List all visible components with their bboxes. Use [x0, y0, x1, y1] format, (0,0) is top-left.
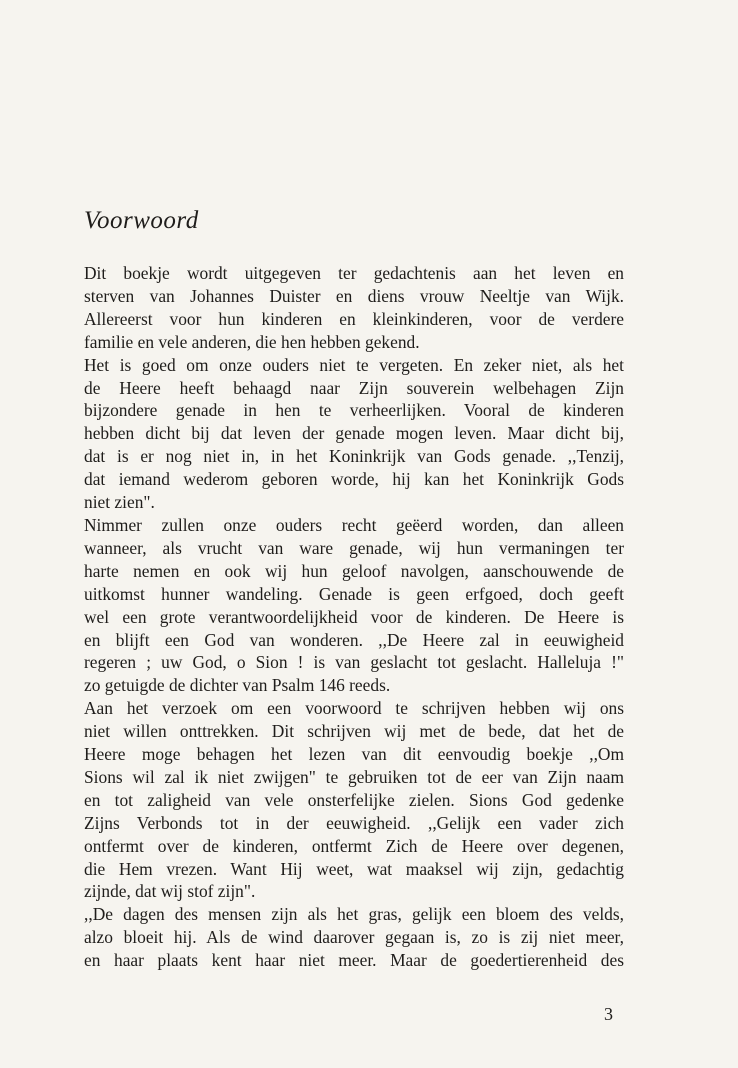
text-line: familie en vele anderen, die hen hebben gekend. — [84, 331, 420, 352]
text-line: en haar plaats kent haar niet meer. Maar de goedertierenheid des — [84, 950, 624, 971]
text-line: ,,De dagen des mensen zijn als het gras, gelijk een bloem des velds, — [84, 904, 624, 925]
text-line: Dit boekje wordt uitgegeven ter gedachtenis aan het leven en — [84, 263, 624, 283]
paragraph-5 — [84, 903, 624, 972]
text-line: wel een grote verantwoordelijkheid voor de kinderen. De Heere is — [84, 606, 624, 627]
text-line: Aan het verzoek om een voorwoord te schrijven hebben wij ons — [84, 698, 624, 719]
text-line: niet zien". — [84, 492, 155, 513]
text-line: niet willen onttrekken. Dit schrijven wij met de bede, dat het de — [84, 721, 624, 742]
paragraph-1 — [84, 262, 624, 354]
paragraph-4 — [84, 697, 624, 903]
foreword-body — [84, 262, 624, 972]
text-line: Zijns Verbonds tot in der eeuwigheid. ,,Gelijk een vader zich — [84, 812, 624, 833]
text-line: uitkomst hunner wandeling. Genade is geen erfgoed, doch geeft — [84, 583, 624, 604]
paragraph-3 — [84, 514, 624, 697]
text-line: bijzondere genade in hen te verheerlijken. Vooral de kinderen — [84, 400, 624, 421]
text-line: Allereerst voor hun kinderen en kleinkinderen, voor de verdere — [84, 308, 624, 329]
text-line: en blijft een God van wonderen. ,,De Heere zal in eeuwigheid — [84, 629, 624, 650]
text-line: alzo bloeit hij. Als de wind daarover gegaan is, zo is zij niet meer, — [84, 927, 624, 948]
text-line: hebben dicht bij dat leven der genade mogen leven. Maar dicht bij, — [84, 423, 624, 444]
text-line: sterven van Johannes Duister en diens vrouw Neeltje van Wijk. — [84, 285, 624, 306]
paragraph-2 — [84, 354, 624, 514]
text-line: Het is goed om onze ouders niet te vergeten. En zeker niet, als het — [84, 354, 624, 375]
text-line: Nimmer zullen onze ouders recht geëerd worden, dan alleen — [84, 514, 624, 535]
text-line: Heere moge behagen het lezen van dit eenvoudig boekje ,,Om — [84, 744, 624, 765]
text-line: die Hem vrezen. Want Hij weet, wat maaksel wij zijn, gedachtig — [84, 858, 624, 879]
text-line: ontfermt over de kinderen, ontfermt Zich de Heere over degenen, — [84, 835, 624, 856]
text-line: harte nemen en ook wij hun geloof navolgen, aanschouwende de — [84, 560, 624, 581]
text-line: zo getuigde de dichter van Psalm 146 reeds. — [84, 675, 391, 696]
text-line: Sions wil zal ik niet zwijgen" te gebruiken tot de eer van Zijn naam — [84, 766, 624, 787]
text-line: wanneer, als vrucht van ware genade, wij hun vermaningen ter — [84, 537, 624, 558]
text-line: dat is er nog niet in, in het Koninkrijk van Gods genade. ,,Tenzij, — [84, 446, 624, 467]
page-number: 3 — [604, 1004, 613, 1024]
page-title: Voorwoord — [84, 207, 199, 234]
text-line: en tot zaligheid van vele onsterfelijke zielen. Sions God gedenke — [84, 789, 624, 810]
text-line: zijnde, dat wij stof zijn". — [84, 881, 256, 902]
text-line: regeren ; uw God, o Sion ! is van geslacht tot geslacht. Halleluja !" — [84, 652, 624, 673]
text-line: de Heere heeft behaagd naar Zijn souverein welbehagen Zijn — [84, 377, 624, 398]
text-line: dat iemand wederom geboren worde, hij kan het Koninkrijk Gods — [84, 469, 624, 490]
